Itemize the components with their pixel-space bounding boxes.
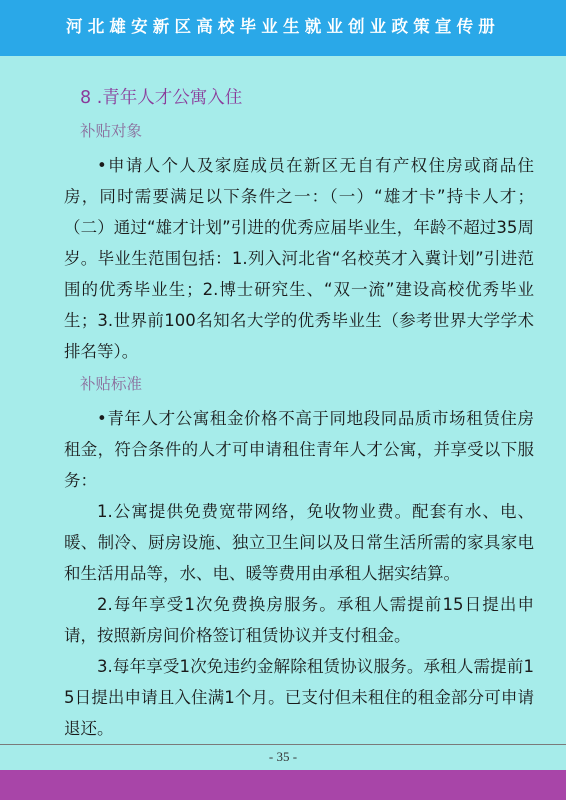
subsidy-target-label: 补贴对象 xyxy=(80,122,143,140)
page-number: - 35 - xyxy=(268,749,298,764)
page-content xyxy=(64,86,534,752)
subsidy-target-text: •申请人个人及家庭成员在新区无自有产权住房或商品住房，同时需要满足以下条件之一：（一）“雄才卡”持卡人才；（二）通过“雄才计划”引进的优秀应届毕业生，年龄不超过35周岁。毕业生范围包括：1.列入河北省“名校英才入冀计划”引进范围的优秀毕业生；2.博士研究生、“双一流”建设高校优秀毕业生；3.世界前100名知名大学的优秀毕业生（参考世界大学学术排名等）。 xyxy=(64,156,534,361)
service-item: 3.每年享受1次免违约金解除租赁协议服务。承租人需提前15日提出申请且入住满1个月。已支付但未租住的租金部分可申请退还。 xyxy=(64,657,534,738)
brochure-title: 河北雄安新区高校毕业生就业创业政策宣传册 xyxy=(66,17,500,36)
service-item: 1.公寓提供免费宽带网络，免收物业费。配套有水、电、暖、制冷、厨房设施、独立卫生间以及日常生活所需的家具家电和生活用品等，水、电、暖等费用由承租人据实结算。 xyxy=(64,502,534,583)
section-heading: 8 .青年人才公寓入住 xyxy=(80,88,243,108)
subsidy-standard-label: 补贴标准 xyxy=(80,375,143,393)
bottom-band xyxy=(0,770,566,800)
subsidy-standard-text: •青年人才公寓租金价格不高于同地段同品质市场租赁住房租金，符合条件的人才可申请租住青年人才公寓，并享受以下服务： xyxy=(64,409,534,490)
footer-divider xyxy=(0,744,566,745)
service-item: 2.每年享受1次免费换房服务。承租人需提前15日提出申请，按照新房间价格签订租赁协议并支付租金。 xyxy=(64,595,534,645)
